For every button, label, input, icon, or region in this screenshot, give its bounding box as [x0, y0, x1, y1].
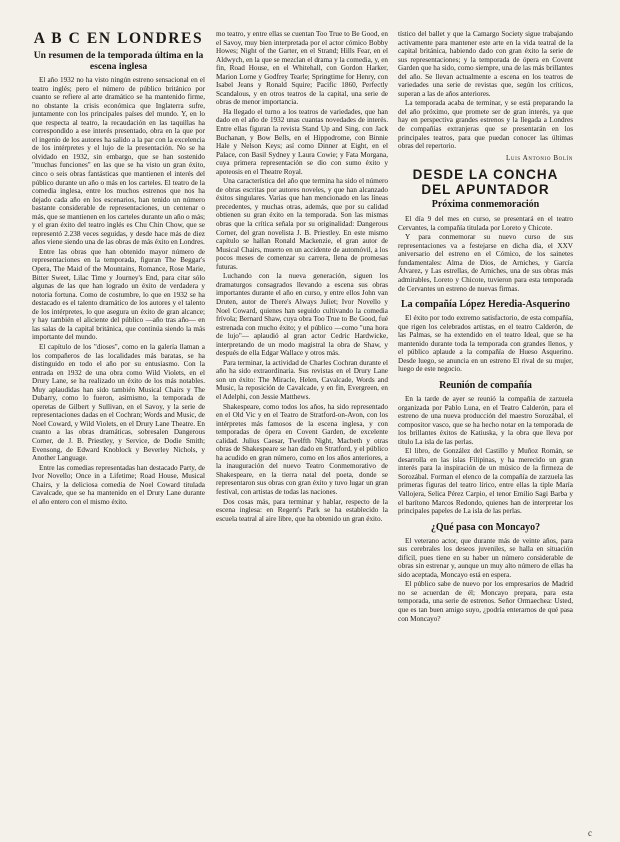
column-left	[32, 30, 205, 830]
paragraph: Luchando con la nueva generación, siguen los dramaturgos consagrados llevando a escena sus obras importantes durante el año en curso, y entre ellos John van Druten, autor de There's Always Juliet; Ivor Novello y Noel Coward, quienes han seguido cultivando la comedia frívola; Bernard Shaw, cuya obra Too True to Be Good, fué estrenada con mucho éxito; y el público —como "una hora de lujo"— aplaudió al gran actor Cedric Hardwicke, interpretando de un modo magistral la obra de Shaw, y después de ella Edgar Wallace y otros más.	[216, 272, 388, 358]
paragraph: mo teatro, y entre ellas se cuentan Too True to Be Good, en el Savoy, muy bien interpretada por el actor cómico Bobby Howes; Night of the Garter, en el Strand; Hills Fear, en el Aldwych, en la que se mezclan el drama y la comedia, y, en fin, Road House, en el Whitehall, con Gordon Harker, Marion Lorne y Godfrey Tearle; Springtime for Henry, con Isabel Jeans y Ronald Squire; Pacific 1860, Perfectly Scandalous, y en otros teatros de la capital, una serie de obras de menor importancia.	[216, 30, 388, 107]
paragraph: El éxito por todo extremo satisfactorio, de esta compañía, que rigen los celebrados artistas, en el teatro Calderón, de las Palmas, se ha extendido en el teatro Ideal, que se ha mantenido durante toda la temporada con grandes llenos, y el público aplaude a la compañía de Hueso Asquerino. Desde luego, se anuncia en un estreno El rival de su mujer, luego de este negocio.	[398, 314, 573, 374]
paragraph: El año 1932 no ha visto ningún estreno sensacional en el teatro inglés; pero el número de público británico por cuanto se refiere al arte dramático se ha mantenido firme, no obstante la crisis económica que Inglaterra sufre, juntamente con los principales países del mundo. Y, en lo que respecta al teatro, la recaudación en las taquillas ha correspondido a ese interés presentado, obra en la que por el ingenio de los autores ha salido a la par con la excelencia de los intérpretes y el lujo de la presentación. No se ha olvidado en 1932, sin embargo, que se han sostenido "muchas funciones" en las que se ha visto un gran éxito, cinco o seis obras fantásticas que mantienen el interés del público durante un año o más en los carteles. El teatro de la comedia inglesa, entre los muchos estrenos que nos ha dejado cada año en los escenarios, han tenido un número bastante considerable de representaciones, un centenar o más, que se mantienen en los carteles durante un año o más; y el gran éxito del teatro inglés es Chu Chin Chow, que se representó 2.238 veces seguidas, y desde hace más de diez años viene siendo una de las obras de más éxito en Londres.	[32, 76, 205, 247]
article-title: A B C EN LONDRES	[33, 30, 204, 47]
column-right	[398, 30, 573, 830]
paragraph: El día 9 del mes en curso, se presentará en el teatro Cervantes, la compañía titulada por Loreto y Chicote.	[398, 215, 573, 232]
paragraph: El veterano actor, que durante más de veinte años, para sus cerebrales los deseos juveniles, se halla en situación difícil, pues tiene en su haber un número considerable de obras sin estrenar y, aunque un muy alto número de ellas ha sido aceptada, Moncayo está en espera.	[398, 536, 573, 579]
author-byline: Luis Antonio Bolín	[506, 153, 573, 162]
paragraph: El libro, de González del Castillo y Muñoz Román, se desarrolla en las islas Filipinas, y ha merecido un gran interés para la inspiración de un músico de la firmeza de Sorozábal. Forman el elenco de la compañía de zarzuela las primeras figuras del teatro lírico, entre ellas la tiple María Vallojera, Selica Pérez Carpio, el tenor Emilio Sagi Barba y el barítono Marcos Redondo, quienes han de interpretar los principales papeles de La isla de las perlas.	[398, 447, 573, 516]
article-subtitle: Un resumen de la temporada última en la escena inglesa	[33, 50, 204, 72]
subheading-reunion: Reunión de compañía	[439, 379, 532, 391]
paragraph: Entre las obras que han obtenido mayor número de representaciones en la temporada, figuran The Beggar's Opera, The Maid of the Mountains, Romance, Rose Marie, Bitter Sweet, Lilac Time y Journey's End, para citar sólo algunas de las que han logrado un éxito de verdadera y notoria fortuna. Como de costumbre, lo que en 1932 se ha destacado es el talento dramático de los autores y el talento de los intérpretes, lo que asegura un éxito de gran alcance; y hay también el aliciente del público —año tras año— en las salas de la capital británica, que continúa siendo la más importante del mundo.	[32, 247, 205, 342]
paragraph: Shakespeare, como todos los años, ha sido representado en el Old Vic y en el Teatro de Stratford-on-Avon, con los intérpretes más famosos de la escena inglesa, y con temporadas de ópera en Covent Garden, de excelente calidad. Julius Caesar, Twelfth Night, Macbeth y otras obras de Shakespeare se han dado en Stratford, y el público ha acudido en gran número, como en los años anteriores, a la inauguración del nuevo Teatro Conmemorativo de Shakespeare, en la tierra natal del poeta, donde se representaron sus obras con gran éxito y tuvo lugar un gran festival, con artistas de todas las naciones.	[216, 402, 388, 496]
paragraph: Una característica del año que termina ha sido el número de obras escritas por autores noveles, y que han alcanzado éxitos singulares. Varias que han mencionado en las líneas precedentes, y muchas otras, además, que por su calidad obtienen su gran éxito en la temporada. Son las mismas obras que la crítica señala por su originalidad: Dangerous Corner, del gran novelista J. B. Priestley. En este mismo capítulo se hallan Ronald Mackenzie, el gran autor de Musical Chairs, muerto en un accidente de automóvil, a los pocos meses de comenzar su carrera, llena de promesas futuras.	[216, 177, 388, 271]
paragraph: Y para conmemorar su nuevo curso de sus representaciones va a festejarse en dicha día, el XXV aniversario del estreno en el Cómico, de los sainetes fundamentales: Alma de Dios, de Arniches, y García Álvarez, y Las estrellas, de Arniches, una de sus obras más admirables, Loreto y Chicote, tuvieron para esta temporada de Cervantes un estreno de nuevas firmas.	[398, 233, 573, 293]
paragraph: La temporada acaba de terminar, y se está preparando la del año próximo, que promete ser de gran interés, ya que hay en perspectiva grandes estrenos y la llegada a Londres de compañías extranjeras que se presentarán en los principales teatros, para que puedan conocer las últimas obras del repertorio.	[398, 99, 573, 151]
subheading-conmemoracion: Próxima conmemoración	[431, 199, 540, 211]
paragraph: En la tarde de ayer se reunió la compañía de zarzuela organizada por Pablo Luna, en el Teatro Calderón, para el estreno de una nueva producción del maestro Sorozábal, el compositor vasco, que se ha hecho notar en la temporada de los brillantes éxitos de Katiuska, y la obra que lleva por título La isla de las perlas.	[398, 394, 573, 446]
paragraph: Dos cosas más, para terminar y hablar, respecto de la escena inglesa: en Regent's Park se ha establecido la escuela teatral al aire libre, que ha obtenido un gran éxito.	[216, 497, 388, 523]
paragraph: Ha llegado el turno a los teatros de variedades, que han dado en el año de 1932 unas cuantas novedades de interés. Entre ellas figuran la revista Stand Up and Sing, con Jack Buchanan, y Bow Bells, en el Hippodrome, con Binnie Hale y Nelson Keys; así como Dinner at Eight, en el Palace, con Basil Sydney y Laura Cowie; y Fata Morgana, cuya primera representación se dio con sumo éxito y apoteosis en el Theatre Royal.	[216, 107, 388, 176]
page-mark: c	[588, 828, 592, 838]
subheading-lopez-heredia: La compañía López Heredia-Asquerino	[401, 299, 570, 311]
paragraph: tístico del ballet y que la Camargo Society sigue trabajando activamente para mantener este arte en la vida teatral de la capital británica, habiendo dado con gran éxito la serie de sus representaciones; y la temporada de ópera en Covent Garden que ha sido, como siempre, una de las más brillantes del año. Se llevan actualmente a escena en los teatros de variedades una serie de revistas que, según los críticos, superan a las de años anteriores.	[398, 30, 573, 98]
paragraph: El público sabe de nuevo por los empresarios de Madrid no se acuerdan de él; Moncayo prepara, para esta temporada, una serie de estrenos. Señor Ormaechea: Usted, que es tan buen amigo suyo, ¿podría enterarnos de qué pasa con Moncayo?	[398, 580, 573, 623]
paragraph: Entre las comedias representadas han destacado Party, de Ivor Novello; Once in a Lifetime; Road House, Musical Chairs, y la deliciosa comedia de Noel Coward titulada Cavalcade, que se ha mantenido en el Drury Lane durante el año entero con el mismo éxito.	[32, 463, 205, 506]
subheading-moncayo: ¿Qué pasa con Moncayo?	[430, 521, 541, 533]
paragraph: El capítulo de los "dioses", como en la galería llaman a los compañeros de las localidades más baratas, se ha distinguido en todo el año por su entusiasmo. Con la entrada en 1932 de una obra como Wild Violets, en el Drury Lane, se ha realizado un éxito de los más notables. Muy aplaudidas han sido también Musical Chairs y The Dubarry, como lo fueron, asimismo, la temporada de operetas de Gilbert y Sullivan, en el Savoy, y la serie de representaciones dadas en el Cochran; Words and Music, de Noel Coward, y Wild Violets, en el Drury Lane Theatre. En cuanto a las obras dramáticas, sobresalen Dangerous Corner, de J. B. Priestley, y Service, de Dodie Smith; Evensong, de Edward Knoblock y Beverley Nichols, y Another Language.	[32, 342, 205, 463]
paragraph: Para terminar, la actividad de Charles Cochran durante el año ha sido extraordinaria. Sus revistas en el Drury Lane son un éxito: The Miracle, Helen, Cavalcade, Words and Music, la reposición de Cavalcade, y en fin, Evergreen, en el Adelphi, con Jessie Matthews.	[216, 358, 388, 401]
section-heading-concha: DESDE LA CONCHA DEL APUNTADOR	[412, 167, 559, 197]
column-middle	[216, 30, 388, 830]
